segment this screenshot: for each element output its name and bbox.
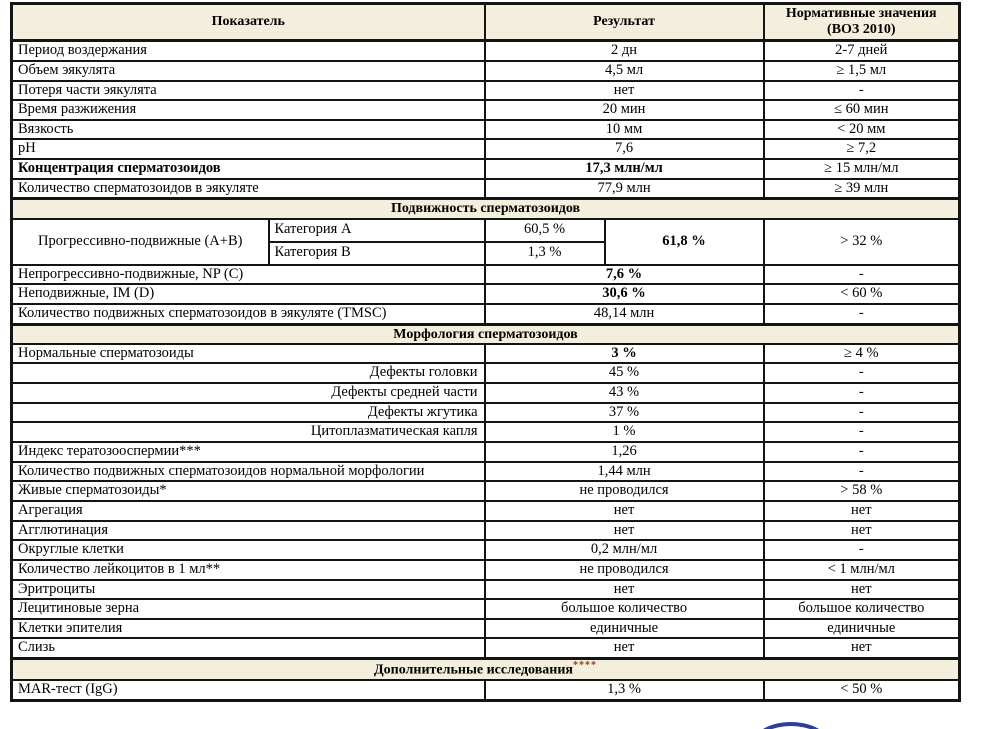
- section-title: Подвижность сперматозоидов: [12, 199, 960, 219]
- table-cell: 43 %: [485, 383, 764, 403]
- table-row: [12, 521, 960, 541]
- table-row: [12, 363, 960, 383]
- table-body: [12, 41, 960, 700]
- table-cell: Количество подвижных сперматозоидов нормальной морфологии: [12, 462, 485, 482]
- table-cell: большое количество: [485, 599, 764, 619]
- table-cell: Категория А: [269, 219, 485, 242]
- table-cell: нет: [485, 81, 764, 101]
- table-cell: Живые сперматозоиды*: [12, 481, 485, 501]
- table-cell: < 1 млн/мл: [764, 560, 960, 580]
- table-cell: < 50 %: [764, 680, 960, 700]
- table-cell: 2 дн: [485, 41, 764, 61]
- table-cell: 1,26: [485, 442, 764, 462]
- table-cell: 1,3 %: [485, 680, 764, 700]
- table-cell: Период воздержания: [12, 41, 485, 61]
- table-cell: 61,8 %: [605, 219, 764, 265]
- table-cell: Неподвижные, IM (D): [12, 284, 485, 304]
- table-cell: Округлые клетки: [12, 540, 485, 560]
- table-cell: 1 %: [485, 422, 764, 442]
- table-cell: Агрегация: [12, 501, 485, 521]
- table-row: [12, 41, 960, 61]
- table-row: [12, 304, 960, 324]
- section-header-row: [12, 659, 960, 680]
- table-row: [12, 344, 960, 364]
- table-cell: 20 мин: [485, 100, 764, 120]
- footnote-stars: ****: [572, 660, 597, 672]
- table-cell: Время разжижения: [12, 100, 485, 120]
- table-cell: 77,9 млн: [485, 179, 764, 199]
- table-cell: не проводился: [485, 560, 764, 580]
- table-row: [12, 580, 960, 600]
- spermogram-table: [10, 2, 961, 702]
- table-cell: -: [764, 363, 960, 383]
- table-row: [12, 560, 960, 580]
- table-cell: Вязкость: [12, 120, 485, 140]
- table-row: [12, 680, 960, 700]
- table-cell: Слизь: [12, 638, 485, 658]
- table-cell: Индекс тератозооспермии***: [12, 442, 485, 462]
- table-cell: -: [764, 383, 960, 403]
- column-header-norm: Нормативные значения (ВОЗ 2010): [764, 4, 960, 41]
- table-row: [12, 265, 960, 285]
- table-cell: нет: [764, 580, 960, 600]
- table-cell: Категория В: [269, 242, 485, 265]
- table-row: [12, 159, 960, 179]
- table-cell: Дефекты жгутика: [12, 403, 485, 423]
- table-row: [12, 462, 960, 482]
- table-cell: MAR-тест (IgG): [12, 680, 485, 700]
- section-header-row: [12, 324, 960, 344]
- table-header: [12, 4, 960, 41]
- table-cell: -: [764, 81, 960, 101]
- table-cell: 17,3 млн/мл: [485, 159, 764, 179]
- table-cell: ≥ 7,2: [764, 139, 960, 159]
- table-cell: нет: [764, 638, 960, 658]
- table-row: [12, 638, 960, 658]
- table-cell: 1,44 млн: [485, 462, 764, 482]
- table-cell: Эритроциты: [12, 580, 485, 600]
- table-cell: > 58 %: [764, 481, 960, 501]
- table-row: [12, 61, 960, 81]
- section-header-row: [12, 199, 960, 219]
- table-cell: нет: [485, 501, 764, 521]
- table-cell: 60,5 %: [485, 219, 605, 242]
- table-row: [12, 139, 960, 159]
- table-row: [12, 481, 960, 501]
- table-cell: Объем эякулята: [12, 61, 485, 81]
- table-cell: Потеря части эякулята: [12, 81, 485, 101]
- table-cell: 3 %: [485, 344, 764, 364]
- stamp-arc: [752, 722, 830, 729]
- table-cell: 0,2 млн/мл: [485, 540, 764, 560]
- table-cell: 45 %: [485, 363, 764, 383]
- table-cell: Дефекты головки: [12, 363, 485, 383]
- table-cell: Непрогрессивно-подвижные, NP (C): [12, 265, 485, 285]
- table-cell: нет: [764, 521, 960, 541]
- table-cell: 30,6 %: [485, 284, 764, 304]
- column-header-result: Результат: [485, 4, 764, 41]
- table-cell: 10 мм: [485, 120, 764, 140]
- table-cell: единичные: [764, 619, 960, 639]
- table-cell: -: [764, 265, 960, 285]
- table-cell: -: [764, 422, 960, 442]
- table-cell: 37 %: [485, 403, 764, 423]
- table-cell: < 60 %: [764, 284, 960, 304]
- table-cell: > 32 %: [764, 219, 960, 265]
- table-cell: нет: [485, 580, 764, 600]
- table-cell: Цитоплазматическая капля: [12, 422, 485, 442]
- table-cell: pH: [12, 139, 485, 159]
- table-cell: 7,6: [485, 139, 764, 159]
- table-cell: Количество сперматозоидов в эякуляте: [12, 179, 485, 199]
- table-cell: -: [764, 304, 960, 324]
- table-cell: Количество лейкоцитов в 1 мл**: [12, 560, 485, 580]
- section-title: Дополнительные исследования****: [12, 659, 960, 680]
- table-row: [12, 120, 960, 140]
- table-cell: ≤ 60 мин: [764, 100, 960, 120]
- table-row: [12, 442, 960, 462]
- table-cell: нет: [764, 501, 960, 521]
- table-cell: ≥ 1,5 мл: [764, 61, 960, 81]
- table-cell: 48,14 млн: [485, 304, 764, 324]
- table-row: [12, 81, 960, 101]
- table-cell: Клетки эпителия: [12, 619, 485, 639]
- table-row: [12, 284, 960, 304]
- table-cell: Дефекты средней части: [12, 383, 485, 403]
- table-cell: Нормальные сперматозоиды: [12, 344, 485, 364]
- table-cell: < 20 мм: [764, 120, 960, 140]
- table-row: [12, 219, 960, 242]
- table-cell: большое количество: [764, 599, 960, 619]
- table-row: [12, 403, 960, 423]
- table-cell: ≥ 39 млн: [764, 179, 960, 199]
- table-cell: -: [764, 540, 960, 560]
- table-cell: -: [764, 442, 960, 462]
- table-row: [12, 501, 960, 521]
- table-cell: -: [764, 403, 960, 423]
- table-cell: ≥ 15 млн/мл: [764, 159, 960, 179]
- table-row: [12, 422, 960, 442]
- table-cell: Лецитиновые зерна: [12, 599, 485, 619]
- column-header-indicator: Показатель: [12, 4, 485, 41]
- table-cell: Прогрессивно-подвижные (А+В): [12, 219, 269, 265]
- table-cell: 1,3 %: [485, 242, 605, 265]
- table-cell: 2-7 дней: [764, 41, 960, 61]
- table-row: [12, 179, 960, 199]
- table-row: [12, 619, 960, 639]
- table-cell: ≥ 4 %: [764, 344, 960, 364]
- table-row: [12, 100, 960, 120]
- table-cell: нет: [485, 521, 764, 541]
- header-row: [12, 4, 960, 41]
- table-cell: 4,5 мл: [485, 61, 764, 81]
- table-row: [12, 599, 960, 619]
- table-cell: Количество подвижных сперматозоидов в эякуляте (TMSC): [12, 304, 485, 324]
- table-cell: единичные: [485, 619, 764, 639]
- table-cell: не проводился: [485, 481, 764, 501]
- table-cell: -: [764, 462, 960, 482]
- table-cell: Агглютинация: [12, 521, 485, 541]
- section-title: Морфология сперматозоидов: [12, 324, 960, 344]
- table-cell: 7,6 %: [485, 265, 764, 285]
- table-row: [12, 540, 960, 560]
- table-row: [12, 383, 960, 403]
- table-cell: Концентрация сперматозоидов: [12, 159, 485, 179]
- table-cell: нет: [485, 638, 764, 658]
